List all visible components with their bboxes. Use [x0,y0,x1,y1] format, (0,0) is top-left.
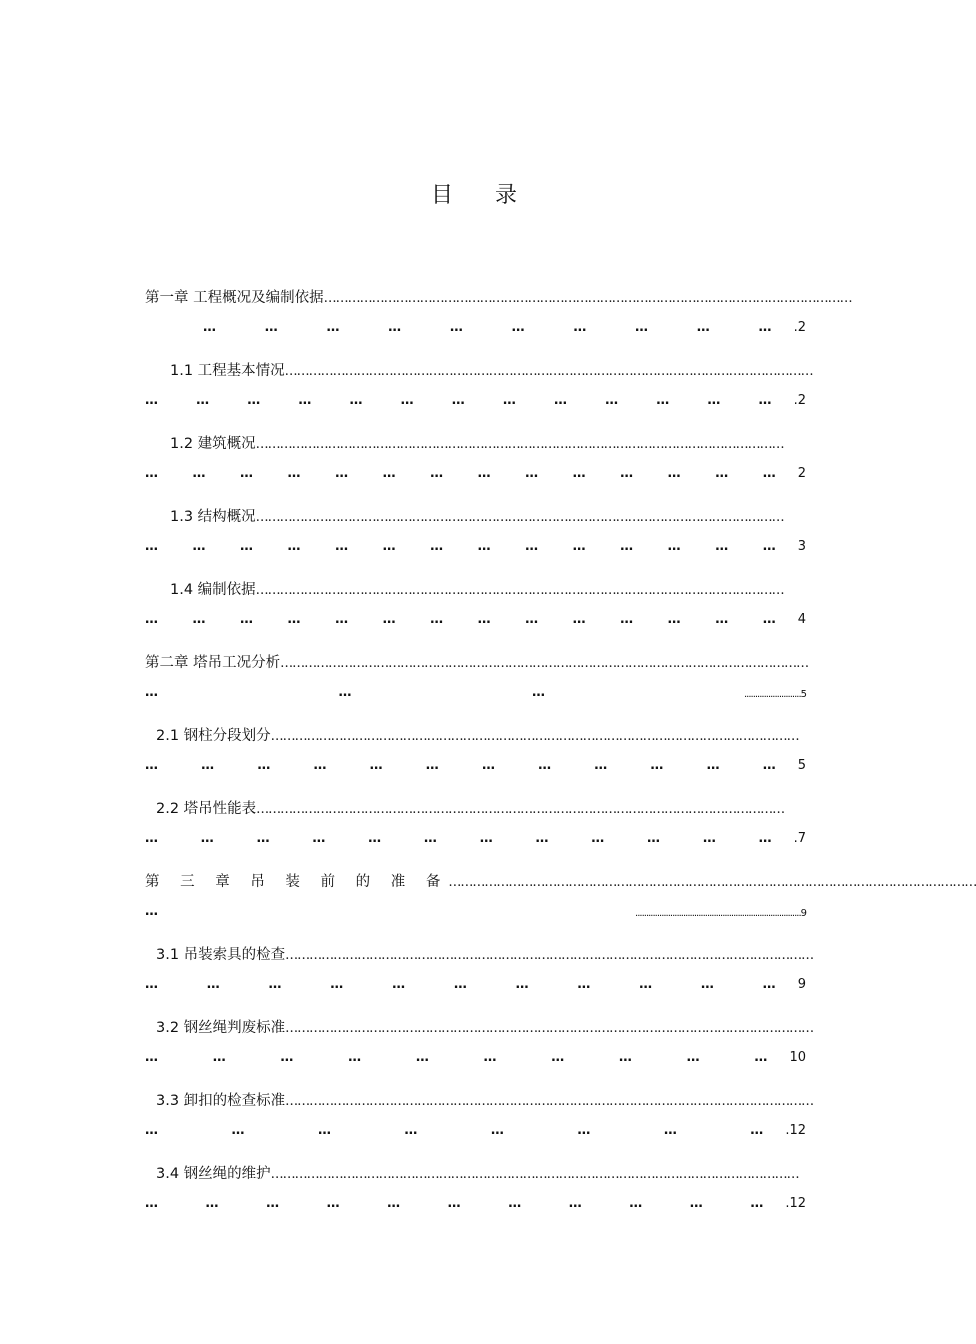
toc-page-number: 2 [797,466,806,481]
ellipsis-mark: … [572,539,586,554]
ellipsis-mark: … [532,685,545,700]
toc-page-number: ..........................5 [743,689,806,700]
toc-entry-page-line [145,968,806,992]
ellipsis-mark: … [349,393,363,408]
toc-title [0,178,950,209]
ellipsis-mark: … [635,320,649,335]
ellipsis-mark: … [715,539,729,554]
ellipsis-mark: … [647,831,661,846]
toc-ellipsis-row [145,1196,785,1211]
ellipsis-mark: … [145,1196,158,1211]
ellipsis-mark: … [287,539,301,554]
toc-leader-dots: …………………………………………………………………………………………………………………… [284,364,813,379]
ellipsis-mark: … [551,1050,565,1065]
toc-leader-dots: …………………………………………………………………………………………………………………… [255,437,784,452]
toc-title-char-1: 目 [430,183,455,208]
ellipsis-mark: … [145,539,158,554]
ellipsis-mark: … [490,1123,504,1138]
toc-page-number: .12 [785,1196,806,1211]
toc-entry[interactable] [145,1013,814,1086]
ellipsis-mark: … [572,466,586,481]
ellipsis-mark: … [145,685,158,700]
toc-entry-heading-line [156,794,806,818]
toc-entry-label: 1.1 工程基本情况 [170,363,285,379]
toc-page-number: ............................................................................9 [635,908,806,919]
ellipsis-mark: … [663,1123,677,1138]
ellipsis-mark: … [453,977,467,992]
ellipsis-mark: … [477,612,491,627]
ellipsis-mark: … [369,758,383,773]
ellipsis-mark: … [287,466,301,481]
ellipsis-mark: … [639,977,653,992]
toc-page-number: 4 [797,612,806,627]
ellipsis-mark: … [392,977,406,992]
ellipsis-mark: … [382,612,396,627]
toc-leader-dots: …………………………………………………………………………………………………………………… [323,291,852,306]
toc-page-number: .12 [785,1123,806,1138]
toc-ellipsis-row [145,977,798,992]
ellipsis-mark: … [572,612,586,627]
toc-ellipsis-row [145,466,798,481]
ellipsis-mark: … [656,393,670,408]
ellipsis-mark: … [758,320,772,335]
toc-page-number: 5 [797,758,806,773]
toc-entry-heading-line [170,429,806,453]
ellipsis-mark: … [706,758,720,773]
ellipsis-mark: … [762,977,776,992]
toc-ellipsis-row [145,904,165,919]
ellipsis-mark: … [335,466,349,481]
toc-leader-dots: …………………………………………………………………………………………………………………… [256,802,785,817]
ellipsis-mark: … [192,466,206,481]
ellipsis-mark: … [762,466,776,481]
ellipsis-mark: … [702,831,716,846]
ellipsis-mark: … [326,1196,340,1211]
ellipsis-mark: … [605,393,619,408]
ellipsis-mark: … [750,1123,764,1138]
toc-entry-heading-line [145,283,852,307]
ellipsis-mark: … [430,612,444,627]
toc-entry[interactable] [145,1086,814,1159]
ellipsis-mark: … [554,393,567,408]
ellipsis-mark: … [388,320,402,335]
toc-leader-dots: …………………………………………………………………………………………………………………… [285,1021,814,1036]
ellipsis-mark: … [577,977,591,992]
ellipsis-mark: … [525,466,539,481]
toc-entry-page-line [145,1041,806,1065]
toc-ellipsis-row [145,539,798,554]
ellipsis-mark: … [382,466,396,481]
toc-entry-heading-line [156,940,814,964]
ellipsis-mark: … [629,1196,643,1211]
ellipsis-mark: … [750,1196,764,1211]
ellipsis-mark: … [280,1050,294,1065]
toc-entry[interactable] [145,867,976,940]
ellipsis-mark: … [502,393,516,408]
ellipsis-mark: … [477,466,491,481]
ellipsis-mark: … [203,320,216,335]
toc-entry-label: 1.2 建筑概况 [170,436,256,452]
ellipsis-mark: … [758,393,772,408]
ellipsis-mark: … [511,320,525,335]
ellipsis-mark: … [256,831,270,846]
ellipsis-mark: … [145,466,158,481]
toc-entry-heading-line [170,575,806,599]
ellipsis-mark: … [330,977,344,992]
toc-entry-label: 2.2 塔吊性能表 [156,801,257,817]
toc-leader-dots: …………………………………………………………………………………………………………………… [448,875,976,890]
toc-entry-page-line [145,530,806,554]
ellipsis-mark: … [287,612,301,627]
toc-entry[interactable] [145,356,813,429]
toc-page-number: .2 [793,320,806,335]
ellipsis-mark: … [696,320,710,335]
ellipsis-mark: … [525,539,539,554]
ellipsis-mark: … [430,466,444,481]
ellipsis-mark: … [192,612,206,627]
toc-entry-page-line [145,1114,806,1138]
ellipsis-mark: … [240,612,254,627]
ellipsis-mark: … [192,539,206,554]
ellipsis-mark: … [667,539,681,554]
ellipsis-mark: … [368,831,382,846]
ellipsis-mark: … [196,393,210,408]
toc-leader-dots: …………………………………………………………………………………………………………………… [285,948,814,963]
ellipsis-mark: … [568,1196,582,1211]
toc-entry[interactable] [145,502,806,575]
ellipsis-mark: … [404,1123,418,1138]
toc-ellipsis-row [145,758,798,773]
toc-ellipsis-row [145,612,798,627]
ellipsis-mark: … [240,539,254,554]
ellipsis-mark: … [762,612,776,627]
toc-entry-label: 1.3 结构概况 [170,509,256,525]
ellipsis-mark: … [382,539,396,554]
ellipsis-mark: … [415,1050,429,1065]
ellipsis-mark: … [145,904,158,919]
toc-entry-page-line [145,384,806,408]
ellipsis-mark: … [650,758,664,773]
ellipsis-mark: … [201,758,215,773]
ellipsis-mark: … [762,758,776,773]
table-of-contents [145,283,976,1232]
toc-ellipsis-row [145,685,545,700]
ellipsis-mark: … [312,831,326,846]
ellipsis-mark: … [313,758,327,773]
toc-entry[interactable] [145,940,814,1013]
ellipsis-mark: … [387,1196,401,1211]
ellipsis-mark: … [483,1050,497,1065]
toc-entry-label: 3.3 卸扣的检查标准 [156,1093,286,1109]
ellipsis-mark: … [449,320,463,335]
toc-entry-page-line [145,676,806,700]
ellipsis-mark: … [430,539,444,554]
toc-entry-heading-line [156,1013,814,1037]
toc-entry-heading-line [145,867,976,891]
toc-entry-label: 第二章 塔吊工况分析 [145,655,281,671]
toc-ellipsis-row [145,393,794,408]
toc-entry-page-line [145,311,806,335]
ellipsis-mark: … [591,831,605,846]
ellipsis-mark: … [257,758,271,773]
ellipsis-mark: … [338,685,352,700]
ellipsis-mark: … [206,977,220,992]
toc-ellipsis-row [145,1123,785,1138]
ellipsis-mark: … [400,393,414,408]
ellipsis-mark: … [477,539,491,554]
toc-leader-dots: …………………………………………………………………………………………………………………… [270,729,799,744]
ellipsis-mark: … [240,466,254,481]
toc-entry[interactable] [145,1159,806,1232]
ellipsis-mark: … [594,758,608,773]
toc-page-number: 3 [797,539,806,554]
toc-entry-heading-line [170,356,813,380]
ellipsis-mark: … [754,1050,768,1065]
ellipsis-mark: … [145,612,158,627]
ellipsis-mark: … [686,1050,700,1065]
ellipsis-mark: … [423,831,437,846]
ellipsis-mark: … [231,1123,245,1138]
toc-leader-dots: …………………………………………………………………………………………………………………… [285,1094,814,1109]
toc-entry[interactable] [145,575,806,648]
ellipsis-mark: … [145,1050,158,1065]
toc-entry-heading-line [156,1086,814,1110]
toc-title-char-2: 录 [495,183,520,208]
toc-entry-label: 3.1 吊装索具的检查 [156,947,286,963]
toc-entry-page-line [145,895,806,919]
toc-leader-dots: …………………………………………………………………………………………………………………… [280,656,809,671]
ellipsis-mark: … [667,466,681,481]
ellipsis-mark: … [515,977,529,992]
ellipsis-mark: … [762,539,776,554]
ellipsis-mark: … [326,320,340,335]
ellipsis-mark: … [707,393,721,408]
toc-entry-label: 第一章 工程概况及编制依据 [145,290,324,306]
toc-entry-label: 2.1 钢柱分段划分 [156,728,271,744]
ellipsis-mark: … [335,539,349,554]
ellipsis-mark: … [317,1123,331,1138]
ellipsis-mark: … [715,612,729,627]
ellipsis-mark: … [481,758,495,773]
toc-page-number: 10 [789,1050,806,1065]
ellipsis-mark: … [667,612,681,627]
ellipsis-mark: … [479,831,493,846]
ellipsis-mark: … [425,758,439,773]
ellipsis-mark: … [268,977,282,992]
toc-leader-dots: …………………………………………………………………………………………………………………… [255,510,784,525]
toc-leader-dots: …………………………………………………………………………………………………………………… [270,1167,799,1182]
ellipsis-mark: … [573,320,587,335]
toc-ellipsis-row [203,320,794,335]
ellipsis-mark: … [451,393,465,408]
ellipsis-mark: … [145,1123,158,1138]
ellipsis-mark: … [145,393,158,408]
ellipsis-mark: … [247,393,261,408]
ellipsis-mark: … [618,1050,632,1065]
ellipsis-mark: … [715,466,729,481]
ellipsis-mark: … [620,466,634,481]
toc-entry[interactable] [145,794,806,867]
toc-entry-page-line [145,749,806,773]
toc-entry-heading-line [156,721,806,745]
toc-entry[interactable] [145,721,806,794]
toc-entry-label: 3.4 钢丝绳的维护 [156,1166,271,1182]
toc-entry[interactable] [145,429,806,502]
ellipsis-mark: … [508,1196,522,1211]
ellipsis-mark: … [620,539,634,554]
ellipsis-mark: … [145,758,158,773]
ellipsis-mark: … [205,1196,219,1211]
toc-ellipsis-row [145,1050,789,1065]
toc-entry-label: 3.2 钢丝绳判废标准 [156,1020,286,1036]
ellipsis-mark: … [145,977,158,992]
toc-entry-page-line [145,603,806,627]
toc-entry[interactable] [145,648,809,721]
ellipsis-mark: … [525,612,539,627]
ellipsis-mark: … [298,393,312,408]
toc-page-number: .7 [793,831,806,846]
ellipsis-mark: … [620,612,634,627]
toc-entry-heading-line [170,502,806,526]
ellipsis-mark: … [335,612,349,627]
ellipsis-mark: … [700,977,714,992]
toc-entry-page-line [145,822,806,846]
toc-page-number: .2 [793,393,806,408]
ellipsis-mark: … [535,831,549,846]
ellipsis-mark: … [538,758,552,773]
toc-ellipsis-row [145,831,794,846]
toc-entry-page-line [145,457,806,481]
ellipsis-mark: … [145,831,158,846]
ellipsis-mark: … [447,1196,461,1211]
ellipsis-mark: … [212,1050,226,1065]
ellipsis-mark: … [758,831,772,846]
toc-entry[interactable] [145,283,852,356]
ellipsis-mark: … [200,831,214,846]
ellipsis-mark: … [577,1123,591,1138]
ellipsis-mark: … [266,1196,280,1211]
toc-entry-heading-line [145,648,809,672]
toc-page-number: 9 [797,977,806,992]
ellipsis-mark: … [348,1050,362,1065]
toc-entry-heading-line [156,1159,806,1183]
ellipsis-mark: … [689,1196,703,1211]
toc-entry-label: 1.4 编制依据 [170,582,256,598]
toc-leader-dots: …………………………………………………………………………………………………………………… [255,583,784,598]
toc-entry-label: 第 三 章 吊 装 前 的 准 备 [145,874,449,890]
ellipsis-mark: … [264,320,278,335]
toc-entry-page-line [145,1187,806,1211]
